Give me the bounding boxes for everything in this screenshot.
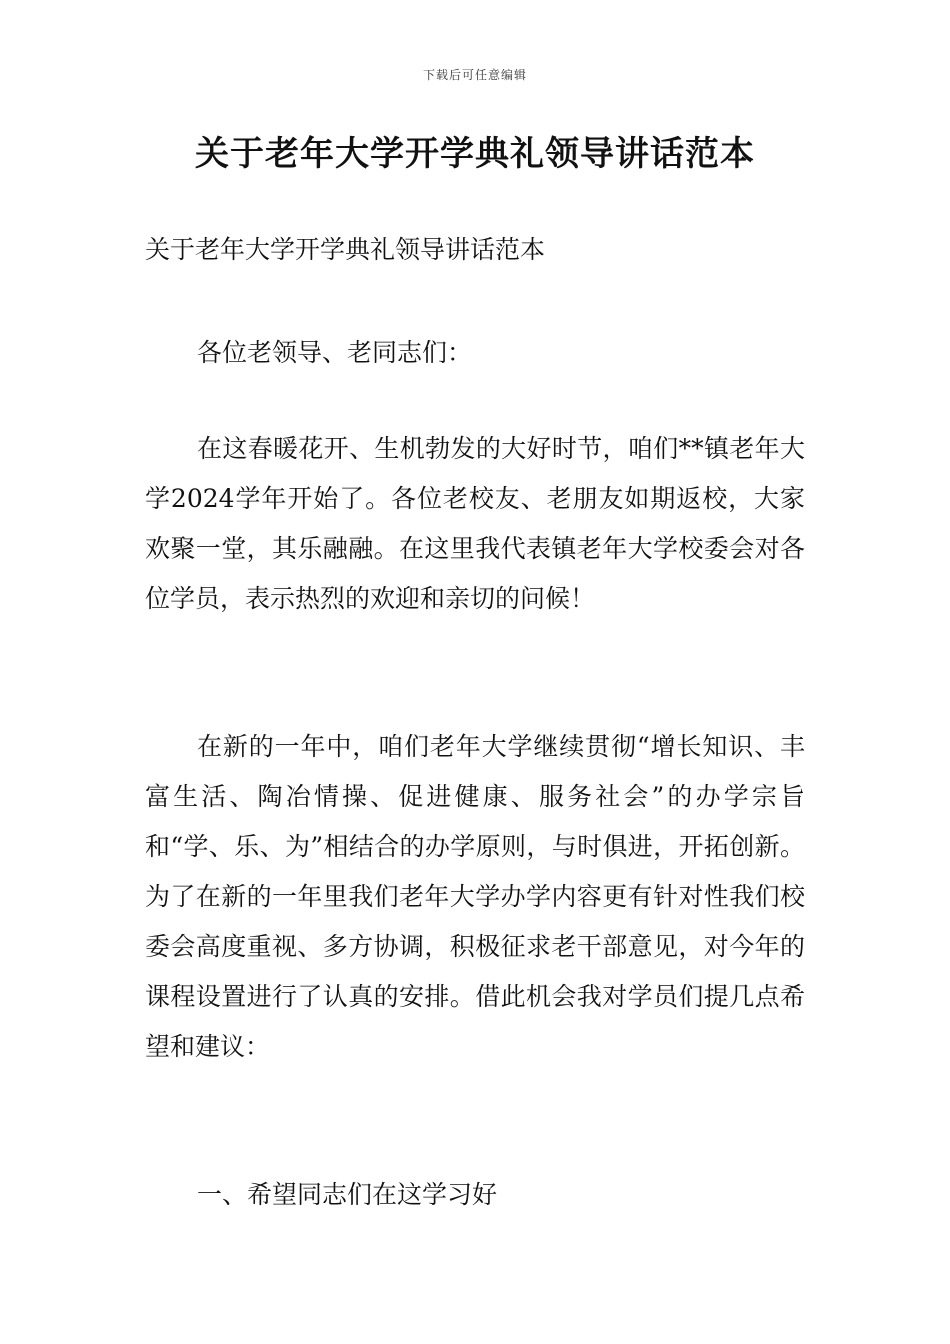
paragraph-text: 在新的一年中，咱们老年大学继续贯彻“增长知识、丰富生活、陶冶情操、促进健康、服务社会”的办学宗旨和“学、乐、为”相结合的办学原则，与时俱进，开拓创新。为了在新的一年里我们老年大学办学内容更有针对性我们校委会高度重视、多方协调，积极征求老干部意见，对今年的课程设置进行了认真的安排。借此机会我对学员们提几点希望和建议： <box>145 732 805 1061</box>
section-heading <box>145 1170 805 1220</box>
subtitle-text: 关于老年大学开学典礼领导讲话范本 <box>145 235 546 264</box>
document-subtitle <box>145 225 805 275</box>
section-heading-text: 一、希望同志们在这学习好 <box>197 1180 498 1209</box>
greeting-text: 各位老领导、老同志们： <box>197 338 473 367</box>
document-title: 关于老年大学开学典礼领导讲话范本 <box>195 134 755 174</box>
paragraph-text: 在这春暖花开、生机勃发的大好时节，咱们**镇老年大学2024学年开始了。各位老校友、老朋友如期返校，大家欢聚一堂，其乐融融。在这里我代表镇老年大学校委会对各位学员，表示热烈的欢迎和亲切的问候！ <box>145 434 805 613</box>
paragraph-1 <box>145 424 805 624</box>
header-note: 下载后可任意编辑 <box>422 68 527 82</box>
greeting <box>145 328 805 378</box>
paragraph-2 <box>145 722 805 1072</box>
